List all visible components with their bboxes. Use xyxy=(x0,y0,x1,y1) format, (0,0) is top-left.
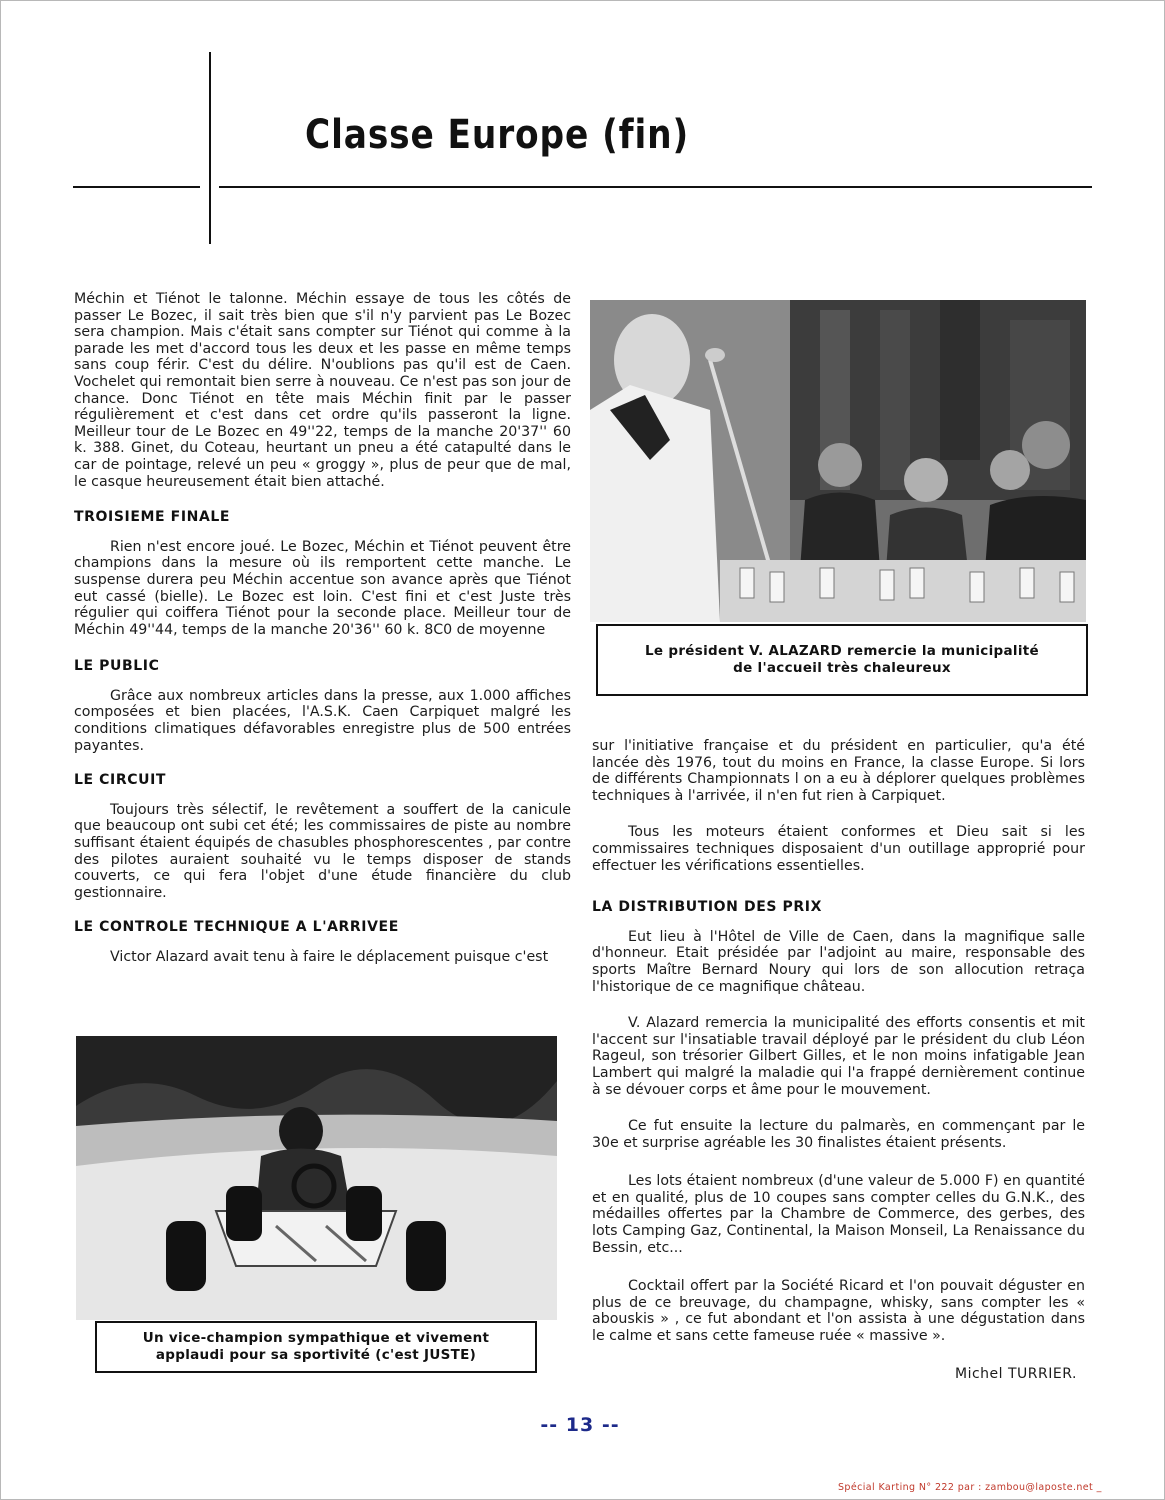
header-rule-left xyxy=(73,186,200,188)
palmares-paragraph: Ce fut ensuite la lecture du palmarès, en commençant par le 30e et surprise agréable les 30 finalistes étaient présents. xyxy=(592,1118,1085,1151)
cocktail-paragraph: Cocktail offert par la Société Ricard et l'on pouvait déguster en plus de ce breuvage, du champagne, whisky, sans compter les « abouskis » , ce fut abondant et l'on assista à une dégustation dans le calme et sans cette fameuse ruée « massive ». xyxy=(592,1278,1085,1345)
heading-le-circuit: LE CIRCUIT xyxy=(74,772,167,789)
kart-photo xyxy=(76,1036,557,1320)
article-title: Classe Europe (fin) xyxy=(305,112,690,158)
le-public-paragraph: Grâce aux nombreux articles dans la presse, aux 1.000 affiches composées et bien placées, l'A.S.K. Caen Carpiquet malgré les conditions climatiques défavorables enregistre plus de 500 entrées payantes. xyxy=(74,687,571,754)
troisieme-finale-paragraph: Rien n'est encore joué. Le Bozec, Méchin et Tiénot peuvent être champions dans la mesure où ils remportent cette manche. Le suspense durera peu Méchin accentue son avance après que Tiénot eut cassé (bielle). Le Bozec est loin. C'est fini et c'est Juste très régulier qui coiffera Tiénot pour la seconde place. Meilleur tour de Méchin 49''44, temps de la manche 20'36'' 60 k. 8C0 de moyenne xyxy=(74,538,571,638)
intro-paragraph: Méchin et Tiénot le talonne. Méchin essaye de tous les côtés de passer Le Bozec, il sait très bien que s'il n'y parvient pas Le Bozec sera champion. Mais c'était sans compter sur Tiénot qui comme à la parade les met d'accord tous les deux et les passe en même temps sans coup férir. C'est du délire. N'oublions pas qu'il est de Caen. Vochelet qui remontait bien serre à nouveau. Ce n'est pas son jour de chance. Donc Tiénot en tête mais Méchin finit par le passer régulièrement et c'est dans cet ordre qu'ils passeront la ligne. Meilleur tour de Le Bozec en 49''22, temps de la manche 20'37'' 60 k. 388. Ginet, du Coteau, heurtant un pneu a été catapulté dans le car de pointage, relevé un peu « groggy », plus de peur que de mal, le casque heureusement était bien attaché. xyxy=(74,291,571,490)
author-signature: Michel TURRIER. xyxy=(955,1366,1077,1382)
footer-credit: Spécial Karting N° 222 par : zambou@laposte.net _ xyxy=(838,1482,1102,1493)
le-circuit-paragraph: Toujours très sélectif, le revêtement a souffert de la canicule que beaucoup ont subi cet été; les commissaires de piste au nombre suffisant étaient équipés de chasubles phosphorescentes , par contre des pilotes auraient souhaité vu le temps disposer de stands couverts, ce qui fera l'objet d'une étude financière du club gestionnaire. xyxy=(74,801,571,901)
heading-controle-technique: LE CONTROLE TECHNIQUE A L'ARRIVEE xyxy=(74,919,399,936)
alazard-paragraph: V. Alazard remercia la municipalité des efforts consentis et mit l'accent sur l'insatiable travail déployé par le président du club Léon Rageul, son trésorier Gilbert Gilles, et le non moins infatigable Jean Lambert qui malgré la maladie qui l'a frappé dernièrement continue à se dévouer corps et âme pour le mouvement. xyxy=(592,1015,1085,1098)
page-number: -- 13 -- xyxy=(540,1414,620,1436)
header-rule-right xyxy=(219,186,1092,188)
left-column-top xyxy=(74,291,571,982)
lots-paragraph: Les lots étaient nombreux (d'une valeur de 5.000 F) en quantité et en qualité, plus de 10 coupes sans compter celles du G.N.K., des médailles offertes par la Chambre de Commerce, des gerbes, des lots Camping Gaz, Continental, la Maison Monseil, La Renaissance du Bessin, etc... xyxy=(592,1173,1085,1256)
president-caption xyxy=(596,624,1088,696)
heading-distribution-des-prix: LA DISTRIBUTION DES PRIX xyxy=(592,899,822,916)
heading-troisieme-finale: TROISIEME FINALE xyxy=(74,509,231,526)
hotel-de-ville-paragraph: Eut lieu à l'Hôtel de Ville de Caen, dans la magnifique salle d'honneur. Etait présidée par l'adjoint au maire, responsable des sports Maître Bernard Noury qui lors de son allocution retraça l'historique de ce magnifique château. xyxy=(592,928,1085,995)
right-column xyxy=(592,738,1085,1361)
heading-le-public: LE PUBLIC xyxy=(74,658,160,675)
moteurs-paragraph: Tous les moteurs étaient conformes et Dieu sait si les commissaires techniques disposaient d'un outillage approprié pour effectuer les vérifications essentielles. xyxy=(592,824,1085,874)
controle-technique-paragraph: Victor Alazard avait tenu à faire le déplacement puisque c'est xyxy=(110,949,549,965)
initiative-paragraph: sur l'initiative française et du président en particulier, qu'a été lancée dès 1976, tout du moins en France, la classe Europe. Si lors de différents Championnats l on a eu à déplorer quelques problèmes techniques à l'arrivée, il n'en fut rien à Carpiquet. xyxy=(592,738,1085,804)
kart-caption-text: Un vice-champion sympathique et vivement applaudi pour sa sportivité (c'est JUSTE) xyxy=(142,1330,490,1363)
header-vertical-rule xyxy=(209,52,211,244)
president-caption-text: Le président V. ALAZARD remercie la municipalité de l'accueil très chaleureux xyxy=(645,643,1039,676)
kart-caption xyxy=(95,1321,537,1373)
president-photo xyxy=(590,300,1086,622)
